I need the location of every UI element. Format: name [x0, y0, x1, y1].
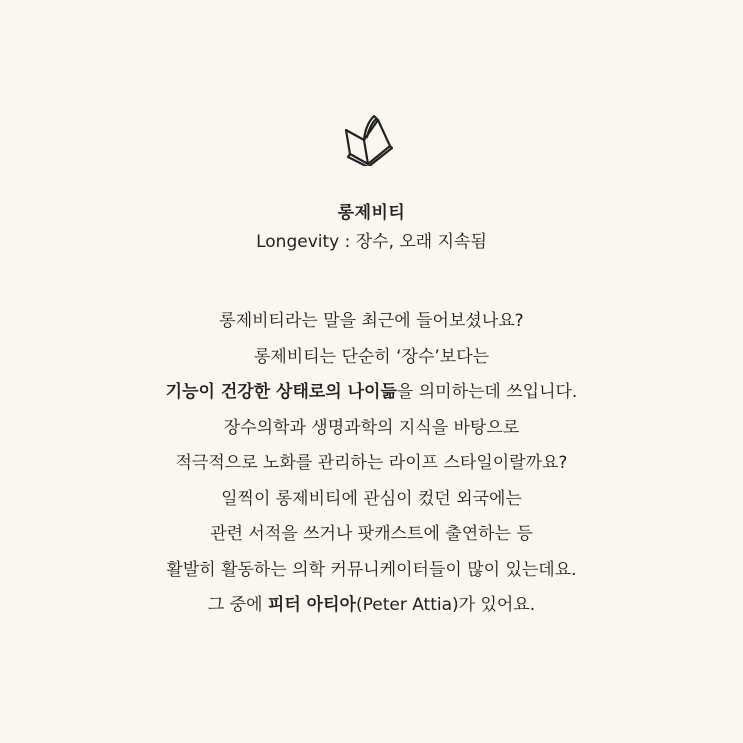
body-line	[0, 588, 743, 624]
open-book-icon	[338, 110, 396, 166]
emphasis-name: 피터 아티아	[267, 595, 356, 615]
body-line: 관련 서적을 쓰거나 팟캐스트에 출연하는 등	[210, 524, 533, 544]
body-line	[0, 375, 743, 411]
body-text-span: 을 의미하는데 쓰입니다.	[396, 382, 578, 402]
emphasis-text: 기능이 건강한 상태로의 나이듦	[165, 382, 397, 402]
body-text	[0, 304, 743, 624]
body-line: 일찍이 롱제비티에 관심이 컸던 외국에는	[221, 488, 522, 509]
page-subtitle: Longevity : 장수, 오래 지속됨	[256, 232, 487, 252]
heading-block	[0, 200, 743, 258]
body-text-span: 그 중에	[207, 595, 268, 615]
body-line: 적극적으로 노화를 관리하는 라이프 스타일이랄까요?	[175, 453, 568, 473]
body-line: 활발히 활동하는 의학 커뮤니케이터들이 많이 있는데요.	[166, 559, 577, 580]
page-title: 롱제비티	[337, 203, 406, 223]
body-text-span: (Peter Attia)가 있어요.	[355, 595, 536, 615]
body-line: 롱제비티는 단순히 ‘장수’보다는	[253, 346, 490, 367]
body-line: 롱제비티라는 말을 최근에 들어보셨나요?	[219, 311, 524, 331]
body-line: 장수의학과 생명과학의 지식을 바탕으로	[223, 417, 520, 438]
